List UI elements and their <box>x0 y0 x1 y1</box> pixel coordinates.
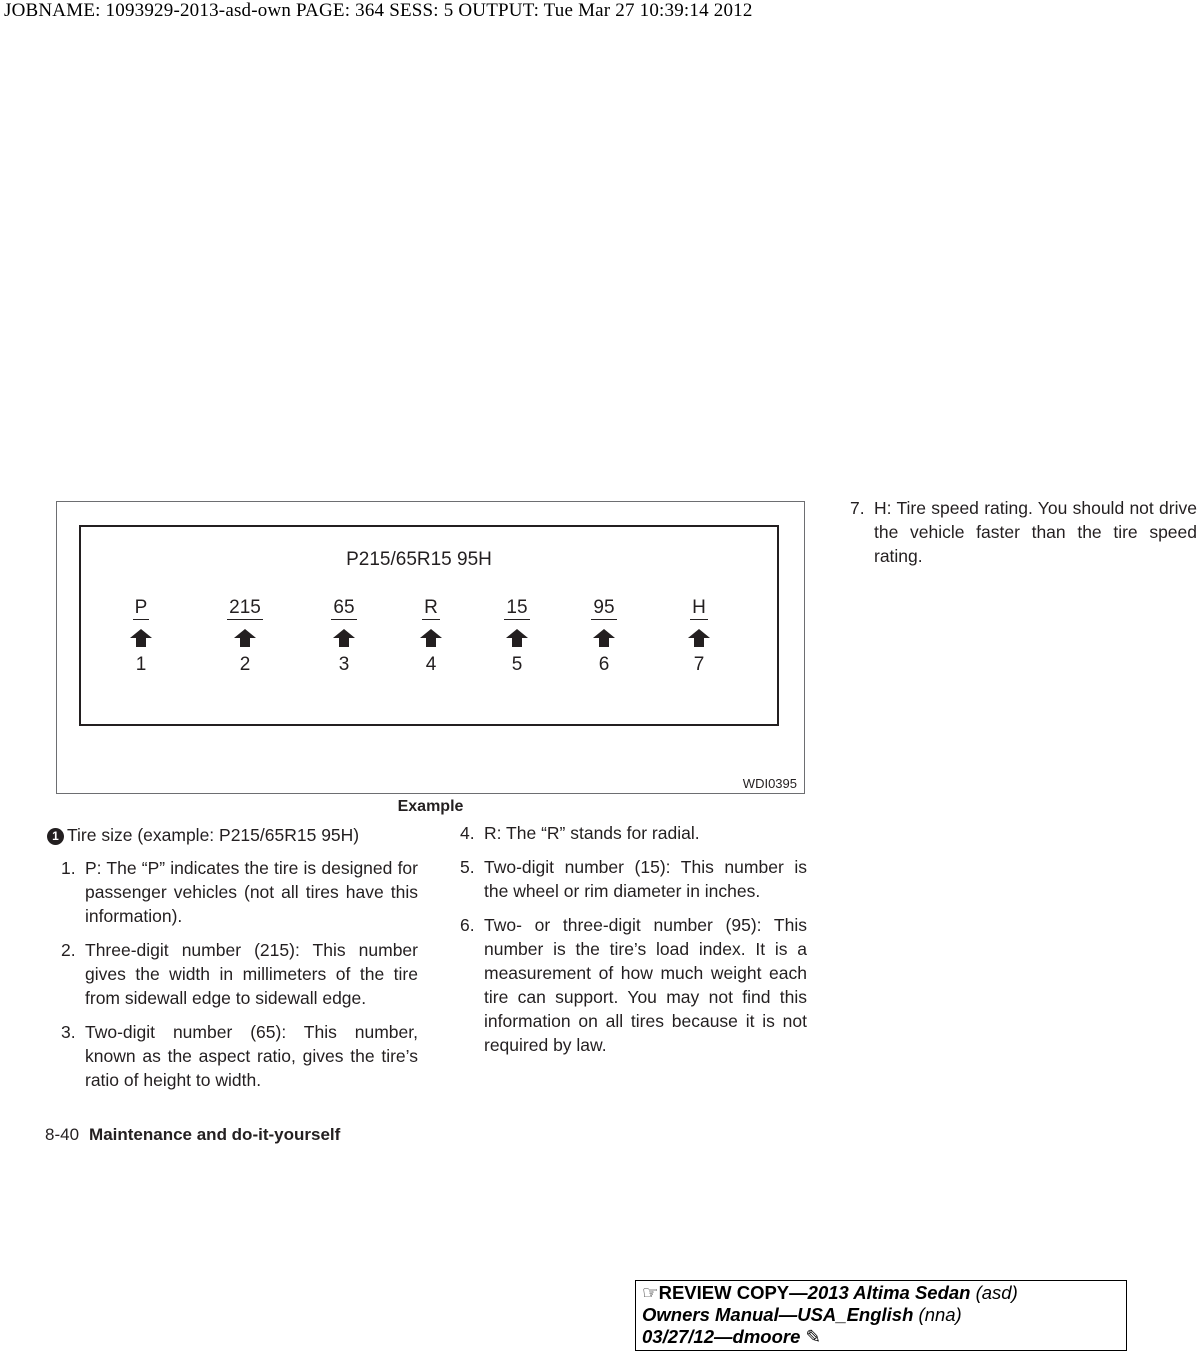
up-arrow-icon <box>333 629 355 647</box>
list-item: 1. P: The “P” indicates the tire is designed for passenger vehicles (not all tires have this information). <box>61 858 418 926</box>
review-line-3: 03/27/12—dmoore ✎ <box>642 1326 822 1347</box>
tire-segment <box>574 597 634 676</box>
list-item: 7. H: Tire speed rating. You should not drive the vehicle faster than the tire speed rating. <box>850 498 1197 566</box>
list-item: 4. R: The “R” stands for radial. <box>460 823 700 843</box>
tire-segment <box>111 597 171 676</box>
column-2 <box>446 821 807 1067</box>
up-arrow-icon <box>130 629 152 647</box>
list-item: 2. Three-digit number (215): This number gives the width in millimeters of the tire from sidewall edge to sidewall edge. <box>61 940 418 1008</box>
segment-number: 1 <box>135 654 147 675</box>
figure-caption: Example <box>397 798 464 815</box>
segment-number: 7 <box>693 654 705 675</box>
tire-segment <box>487 597 547 676</box>
segment-number: 5 <box>511 654 523 675</box>
tire-segment <box>401 597 461 676</box>
page-number: 8-40 <box>45 1125 80 1144</box>
review-line-2: Owners Manual—USA_English (nna) <box>642 1304 962 1325</box>
page-footer <box>45 1125 340 1145</box>
column-3 <box>836 496 1197 578</box>
list-item: 3. Two-digit number (65): This number, known as the aspect ratio, gives the tire’s ratio of height to width. <box>61 1022 418 1090</box>
section-title: Maintenance and do-it-yourself <box>89 1125 341 1144</box>
tire-label-diagram <box>79 525 779 726</box>
segment-code: P <box>134 597 148 618</box>
segment-code: H <box>692 597 706 618</box>
job-header: JOBNAME: 1093929-2013-asd-own PAGE: 364 SESS: 5 OUTPUT: Tue Mar 27 10:39:14 2012 <box>4 0 753 21</box>
up-arrow-icon <box>506 629 528 647</box>
tire-segment <box>314 597 374 676</box>
callout-1-marker: 1 <box>47 828 64 845</box>
list-item: 5. Two-digit number (15): This number is the wheel or rim diameter in inches. <box>460 857 807 901</box>
up-arrow-icon <box>420 629 442 647</box>
segment-number: 3 <box>338 654 350 675</box>
tire-size-figure <box>56 501 805 794</box>
up-arrow-icon <box>593 629 615 647</box>
pointing-hand-icon: ☞ <box>642 1282 659 1303</box>
tire-segment <box>215 597 275 676</box>
column-1 <box>47 823 418 1102</box>
tire-size-string: P215/65R15 95H <box>346 549 492 570</box>
list-item: 6. Two- or three-digit number (95): This number is the tire’s load index. It is a measurement of how much weight each tire can support. You may not find this information on all tires because it is not required by law. <box>460 915 807 1055</box>
up-arrow-icon <box>688 629 710 647</box>
segment-number: 4 <box>425 654 437 675</box>
up-arrow-icon <box>234 629 256 647</box>
tire-size-intro: 1 Tire size (example: P215/65R15 95H) <box>47 823 418 847</box>
segment-number: 6 <box>598 654 610 675</box>
segment-code: 15 <box>506 597 528 618</box>
tire-segment <box>669 597 729 676</box>
segment-code: 215 <box>229 597 261 618</box>
segment-code: 65 <box>333 597 355 618</box>
figure-code: WDI0395 <box>742 776 797 791</box>
review-copy-stamp <box>635 1280 1127 1351</box>
segment-code: R <box>424 597 438 618</box>
review-line-1: ☞REVIEW COPY—2013 Altima Sedan (asd) <box>642 1282 1018 1303</box>
segment-code: 95 <box>593 597 615 618</box>
pencil-icon: ✎ <box>805 1326 822 1347</box>
segment-number: 2 <box>239 654 251 675</box>
